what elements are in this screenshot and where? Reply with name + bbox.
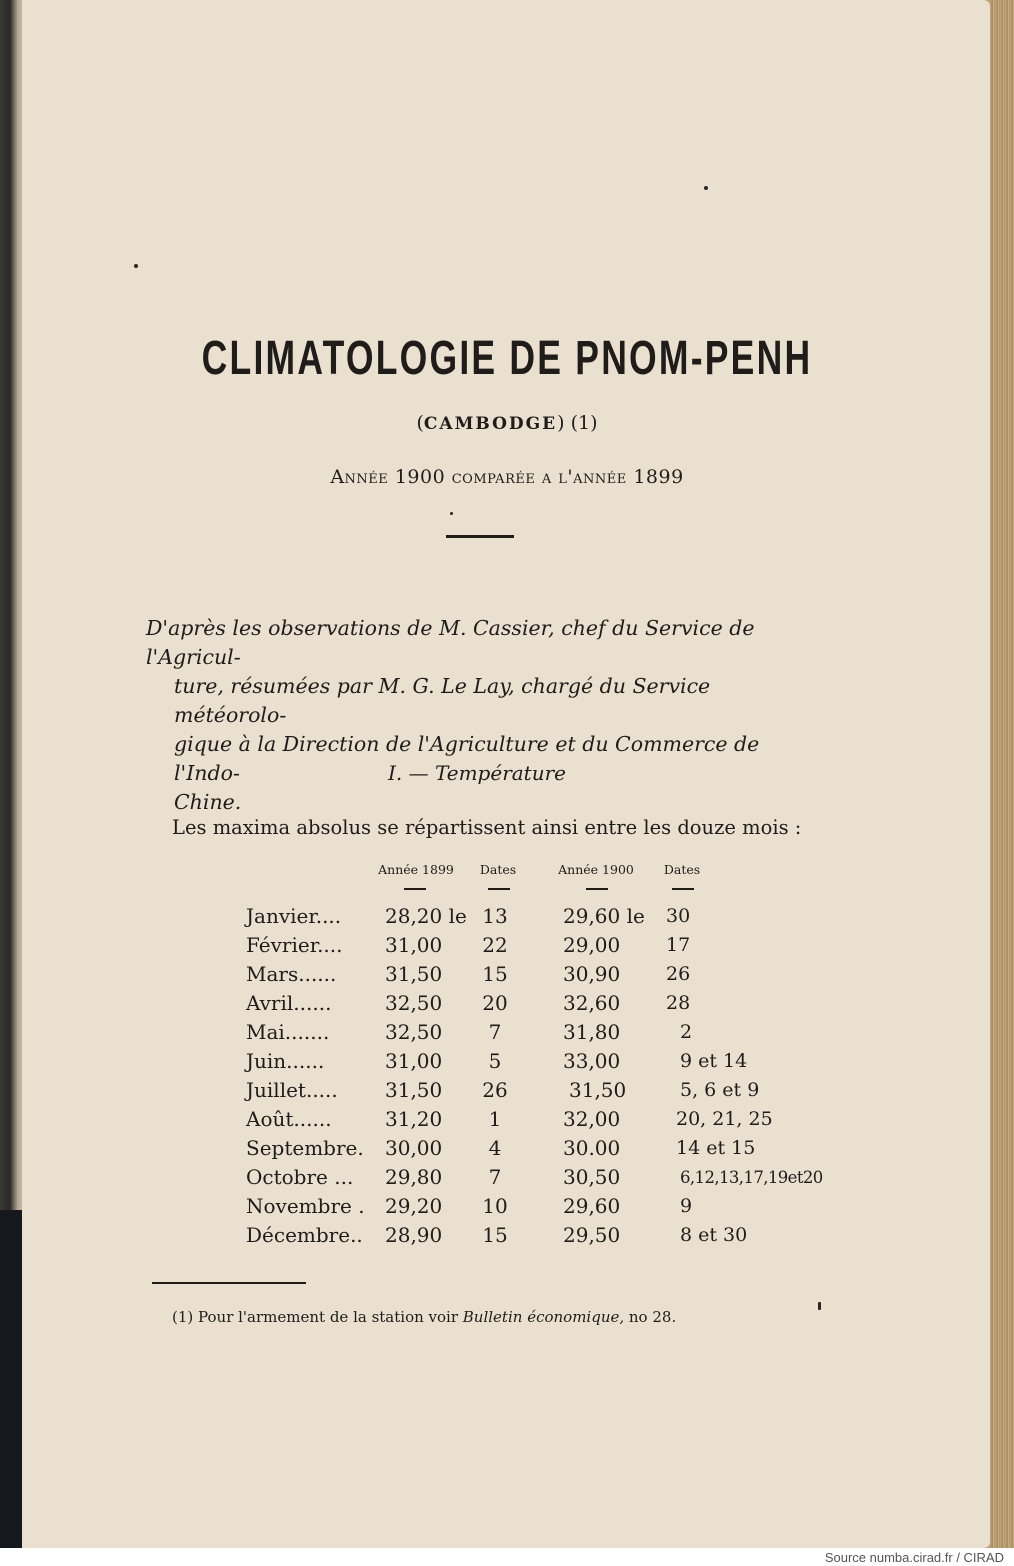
value-1900-cell: 30,50 — [563, 1165, 621, 1189]
comparison-line: Année 1900 comparée a l'année 1899 — [330, 466, 684, 488]
date-1899-cell: 13 — [482, 904, 508, 928]
month-cell: Août...... — [246, 1107, 332, 1131]
month-cell: Juillet..... — [246, 1078, 338, 1102]
header-dates-1899: Dates — [479, 862, 517, 877]
value-1899-cell: 28,20 le — [385, 904, 467, 928]
date-1899-cell: 10 — [482, 1194, 508, 1218]
value-1900-cell: 32,60 — [563, 991, 621, 1015]
header-dash — [672, 888, 694, 890]
table-row — [0, 1076, 1014, 1105]
table-row — [0, 902, 1014, 931]
footnote-suffix: no 28. — [624, 1308, 677, 1326]
table-row — [0, 960, 1014, 989]
title-divider — [446, 535, 514, 538]
value-1899-cell: 31,00 — [385, 1049, 443, 1073]
date-1900-cell: 17 — [666, 934, 691, 956]
month-cell: Mars...... — [246, 962, 337, 986]
subtitle-note: (1) — [570, 412, 598, 434]
lead-sentence: Les maxima absolus se répartissent ainsi entre les douze mois : — [172, 816, 802, 839]
value-1899-cell: 32,50 — [385, 1020, 443, 1044]
table-row — [0, 1192, 1014, 1221]
date-1900-cell: 14 et 15 — [676, 1137, 756, 1159]
date-1899-cell: 20 — [482, 991, 508, 1015]
header-dash — [586, 888, 608, 890]
date-1899-cell: 22 — [482, 933, 508, 957]
value-1899-cell: 31,20 — [385, 1107, 443, 1131]
section-heading: I. — Température — [388, 761, 566, 785]
date-1900-cell: 6,12,13,17,19et20 — [680, 1168, 823, 1187]
date-1900-cell: 26 — [666, 963, 691, 985]
footnote-reference: Bulletin économique, — [462, 1308, 625, 1326]
value-1900-cell: 30.00 — [563, 1136, 621, 1160]
value-1899-cell: 31,00 — [385, 933, 443, 957]
subtitle: (CAMBODGE) (1) — [416, 412, 598, 434]
date-1899-cell: 15 — [482, 962, 508, 986]
subtitle-region: CAMBODGE — [423, 414, 558, 434]
ink-speck — [818, 1302, 821, 1310]
date-1899-cell: 4 — [488, 1136, 502, 1160]
intro-line: ture, résumées par M. G. Le Lay, chargé du Service météorolo- — [174, 674, 711, 727]
intro-line: gique à la Direction de l'Agriculture et du Commerce de l'Indo- — [174, 732, 760, 785]
header-year-1900: Année 1900 — [558, 862, 634, 877]
value-1899-cell: 29,20 — [385, 1194, 443, 1218]
value-1900-cell: 31,50 — [569, 1078, 627, 1102]
month-cell: Novembre . — [246, 1194, 365, 1218]
month-cell: Mai....... — [246, 1020, 330, 1044]
date-1899-cell: 7 — [488, 1165, 502, 1189]
date-1899-cell: 15 — [482, 1223, 508, 1247]
month-cell: Février.... — [246, 933, 343, 957]
table-row — [0, 1163, 1014, 1192]
month-cell: Octobre ... — [246, 1165, 354, 1189]
month-cell: Avril...... — [246, 991, 332, 1015]
header-dates-1900: Dates — [663, 862, 701, 877]
footnote-prefix: (1) Pour l'armement de la station voir — [172, 1308, 463, 1326]
value-1900-cell: 33,00 — [563, 1049, 621, 1073]
month-cell: Décembre.. — [246, 1223, 363, 1247]
header-dash — [488, 888, 510, 890]
value-1899-cell: 31,50 — [385, 1078, 443, 1102]
month-cell: Janvier.... — [246, 904, 342, 928]
source-credit: Source numba.cirad.fr / CIRAD — [824, 1550, 1004, 1565]
value-1899-cell: 29,80 — [385, 1165, 443, 1189]
table-row — [0, 1018, 1014, 1047]
date-1900-cell: 20, 21, 25 — [676, 1108, 773, 1130]
value-1900-cell: 30,90 — [563, 962, 621, 986]
table-row — [0, 1105, 1014, 1134]
date-1900-cell: 30 — [666, 905, 691, 927]
value-1900-cell: 29,00 — [563, 933, 621, 957]
date-1899-cell: 7 — [488, 1020, 502, 1044]
page-title: CLIMATOLOGIE DE PNOM-PENH — [201, 332, 813, 385]
value-1900-cell: 31,80 — [563, 1020, 621, 1044]
ink-speck — [450, 512, 453, 515]
ink-speck — [704, 186, 708, 190]
value-1900-cell: 32,00 — [563, 1107, 621, 1131]
scan-binding — [0, 1210, 22, 1548]
table-row — [0, 1221, 1014, 1250]
footnote — [172, 1306, 676, 1328]
date-1899-cell: 5 — [488, 1049, 502, 1073]
header-year-1899: Année 1899 — [378, 862, 454, 877]
value-1900-cell: 29,60 — [563, 1194, 621, 1218]
table-row — [0, 931, 1014, 960]
value-1900-cell: 29,50 — [563, 1223, 621, 1247]
value-1899-cell: 30,00 — [385, 1136, 443, 1160]
intro-line: D'après les observations de M. Cassier, chef du Service de l'Agricul- — [146, 616, 755, 669]
date-1900-cell: 8 et 30 — [680, 1224, 748, 1246]
date-1900-cell: 5, 6 et 9 — [680, 1079, 760, 1101]
date-1899-cell: 1 — [488, 1107, 502, 1131]
date-1900-cell: 9 et 14 — [680, 1050, 748, 1072]
ink-speck — [134, 264, 138, 268]
table-row — [0, 1047, 1014, 1076]
date-1900-cell: 9 — [680, 1195, 693, 1217]
value-1899-cell: 32,50 — [385, 991, 443, 1015]
date-1899-cell: 26 — [482, 1078, 508, 1102]
intro-paragraph — [146, 614, 816, 817]
value-1899-cell: 31,50 — [385, 962, 443, 986]
table-row — [0, 1134, 1014, 1163]
header-dash — [404, 888, 426, 890]
table-row — [0, 989, 1014, 1018]
month-cell: Septembre. — [246, 1136, 364, 1160]
date-1900-cell: 28 — [666, 992, 691, 1014]
intro-line: Chine. — [174, 790, 242, 814]
value-1899-cell: 28,90 — [385, 1223, 443, 1247]
date-1900-cell: 2 — [680, 1021, 693, 1043]
value-1900-cell: 29,60 le — [563, 904, 645, 928]
month-cell: Juin...... — [246, 1049, 325, 1073]
footnote-divider — [152, 1282, 306, 1284]
